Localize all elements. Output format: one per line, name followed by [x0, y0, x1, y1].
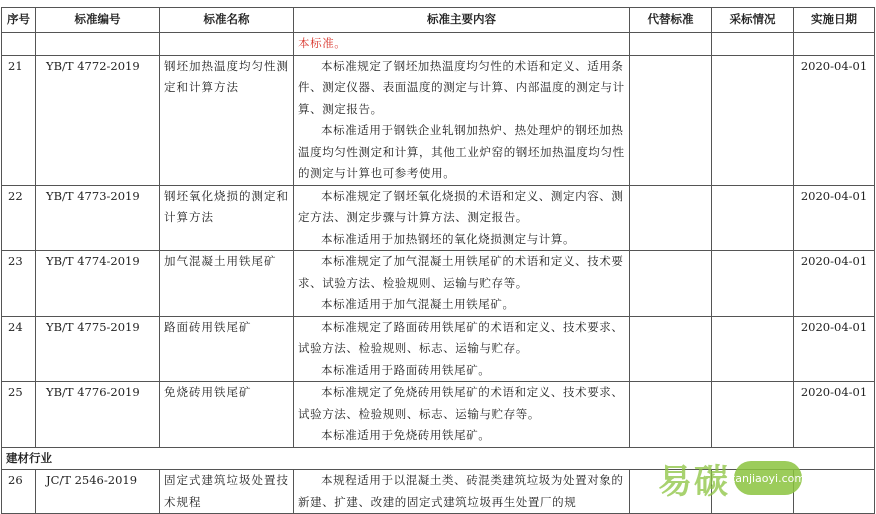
content-paragraph: 本标准规定了加气混凝土用铁尾矿的术语和定义、技术要求、试验方法、检验规则、运输与贮存等。 [298, 254, 624, 290]
watermark-text: 易碳 [658, 461, 730, 502]
row-seq: 23 [2, 251, 36, 317]
row-date: 2020-04-01 [794, 316, 875, 382]
row-replaces [630, 251, 712, 317]
row-adoption [712, 185, 794, 251]
continuation-row [2, 33, 875, 56]
row-name: 钢坯加热温度均匀性测定和计算方法 [160, 55, 294, 185]
row-name: 加气混凝土用铁尾矿 [160, 251, 294, 317]
row-content [294, 55, 630, 185]
row-replaces [630, 55, 712, 185]
table-row [2, 316, 875, 382]
content-paragraph: 本规程适用于以混凝土类、砖混类建筑垃圾为处置对象的新建、扩建、改建的固定式建筑垃圾再生处置厂的规 [298, 473, 624, 509]
header-code: 标准编号 [36, 8, 160, 33]
row-code: YB/T 4773-2019 [36, 185, 160, 251]
content-paragraph: 本标准规定了钢坯加热温度均匀性的术语和定义、适用条件、测定仪器、表面温度的测定与计算、内部温度的测定与计算、测定报告。 [298, 58, 625, 116]
header-row [2, 8, 875, 33]
row-content [294, 185, 630, 251]
content-paragraph: 本标准规定了路面砖用铁尾矿的术语和定义、技术要求、试验方法、检验规则、标志、运输与贮存。 [298, 319, 624, 355]
row-code: YB/T 4774-2019 [36, 251, 160, 317]
table-row [2, 185, 875, 251]
table-row [2, 382, 875, 448]
content-paragraph: 本标准适用于免烧砖用铁尾矿。 [321, 428, 491, 442]
row-code: YB/T 4776-2019 [36, 382, 160, 448]
header-seq: 序号 [2, 8, 36, 33]
row-seq: 25 [2, 382, 36, 448]
header-name: 标准名称 [160, 8, 294, 33]
row-date: 2020-04-01 [794, 251, 875, 317]
row-seq: 21 [2, 55, 36, 185]
content-paragraph: 本标准规定了钢坯氧化烧损的术语和定义、测定内容、测定方法、测定步骤与计算方法、测定报告。 [298, 188, 624, 224]
row-content [294, 470, 630, 514]
row-replaces [630, 316, 712, 382]
row-date: 2020-04-01 [794, 382, 875, 448]
row-date: 2020-04-01 [794, 55, 875, 185]
header-replaces: 代替标准 [630, 8, 712, 33]
standards-table [1, 7, 875, 514]
row-code: JC/T 2546-2019 [36, 470, 160, 514]
continuation-text: 本标准。 [294, 33, 630, 56]
row-date: 2020-04-01 [794, 185, 875, 251]
table-row [2, 55, 875, 185]
header-content: 标准主要内容 [294, 8, 630, 33]
content-paragraph: 本标准适用于路面砖用铁尾矿。 [321, 362, 491, 377]
row-code: YB/T 4775-2019 [36, 316, 160, 382]
row-adoption [712, 251, 794, 317]
row-adoption [712, 316, 794, 382]
content-paragraph: 本标准适用于钢铁企业轧钢加热炉、热处理炉的钢坯加热温度均匀性测定和计算，其他工业炉窑的钢坯加热温度均匀性的测定与计算也可参考使用。 [298, 123, 625, 180]
content-paragraph: 本标准适用于加热钢坯的氧化烧损测定与计算。 [321, 231, 576, 246]
row-replaces [630, 382, 712, 448]
table-row [2, 251, 875, 317]
row-adoption [712, 382, 794, 448]
row-content [294, 316, 630, 382]
header-date: 实施日期 [794, 8, 875, 33]
content-paragraph: 本标准适用于加气混凝土用铁尾矿。 [321, 297, 515, 311]
content-paragraph: 本标准规定了免烧砖用铁尾矿的术语和定义、技术要求、试验方法、检验规则、标志、运输与贮存等。 [298, 385, 624, 421]
row-content [294, 382, 630, 448]
row-name: 免烧砖用铁尾矿 [160, 382, 294, 448]
row-code: YB/T 4772-2019 [36, 55, 160, 185]
row-name: 固定式建筑垃圾处置技术规程 [160, 470, 294, 514]
row-seq: 26 [2, 470, 36, 514]
row-replaces [630, 185, 712, 251]
section-title: 建材行业 [2, 447, 875, 470]
row-name: 路面砖用铁尾矿 [160, 316, 294, 382]
row-name: 钢坯氧化烧损的测定和计算方法 [160, 185, 294, 251]
row-seq: 24 [2, 316, 36, 382]
row-adoption [712, 55, 794, 185]
row-content [294, 251, 630, 317]
row-seq: 22 [2, 185, 36, 251]
header-adoption: 采标情况 [712, 8, 794, 33]
watermark-logo [658, 448, 872, 508]
watermark-badge: tanjiaoyi.com [734, 461, 802, 495]
